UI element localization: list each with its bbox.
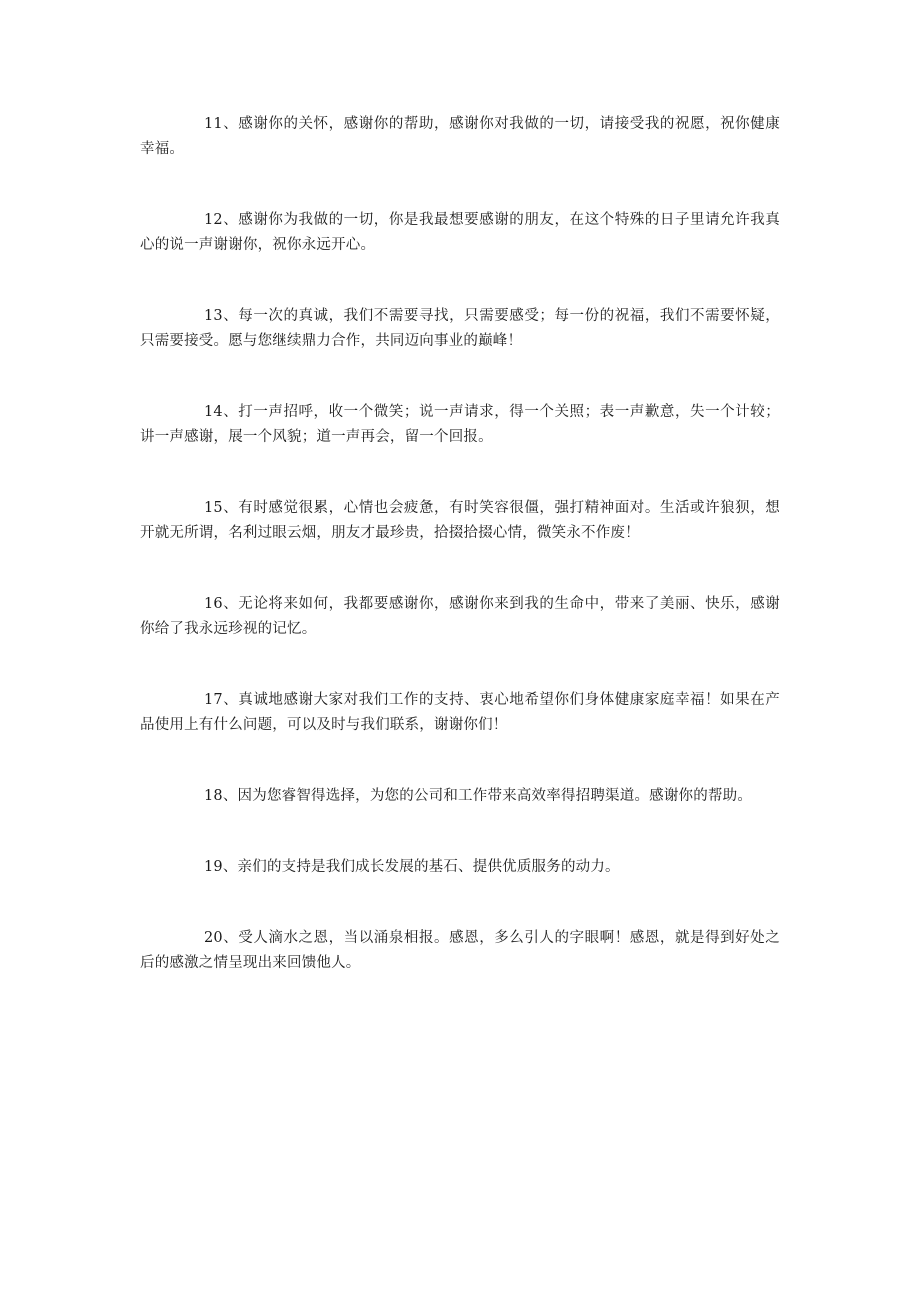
paragraph-11: 11、感谢你的关怀，感谢你的帮助，感谢你对我做的一切，请接受我的祝愿，祝你健康幸福。: [140, 116, 780, 157]
paragraph-12: 12、感谢你为我做的一切，你是我最想要感谢的朋友，在这个特殊的日子里请允许我真心的说一声谢谢你，祝你永远开心。: [140, 212, 780, 253]
paragraph-16: 16、无论将来如何，我都要感谢你，感谢你来到我的生命中，带来了美丽、快乐，感谢你给了我永远珍视的记忆。: [140, 596, 780, 637]
paragraph-20: 20、受人滴水之恩，当以涌泉相报。感恩，多么引人的字眼啊！感恩，就是得到好处之后的感激之情呈现出来回馈他人。: [140, 930, 780, 971]
paragraph-14: 14、打一声招呼，收一个微笑；说一声请求，得一个关照；表一声歉意，失一个计较；讲一声感谢，展一个风貌；道一声再会，留一个回报。: [140, 404, 780, 445]
paragraph-15: 15、有时感觉很累，心情也会疲惫，有时笑容很僵，强打精神面对。生活或许狼狈，想开就无所谓，名利过眼云烟，朋友才最珍贵，拾掇拾掇心情，微笑永不作废！: [140, 500, 780, 541]
paragraph-13: 13、每一次的真诚，我们不需要寻找，只需要感受；每一份的祝福，我们不需要怀疑，只需要接受。愿与您继续鼎力合作，共同迈向事业的巅峰！: [140, 308, 780, 349]
paragraph-19: 19、亲们的支持是我们成长发展的基石、提供优质服务的动力。: [204, 859, 620, 875]
document-body: [140, 112, 780, 1022]
paragraph-17: 17、真诚地感谢大家对我们工作的支持、衷心地希望你们身体健康家庭幸福！如果在产品使用上有什么问题，可以及时与我们联系，谢谢你们！: [140, 692, 780, 733]
paragraph-18: 18、因为您睿智得选择，为您的公司和工作带来高效率得招聘渠道。感谢你的帮助。: [204, 788, 753, 804]
